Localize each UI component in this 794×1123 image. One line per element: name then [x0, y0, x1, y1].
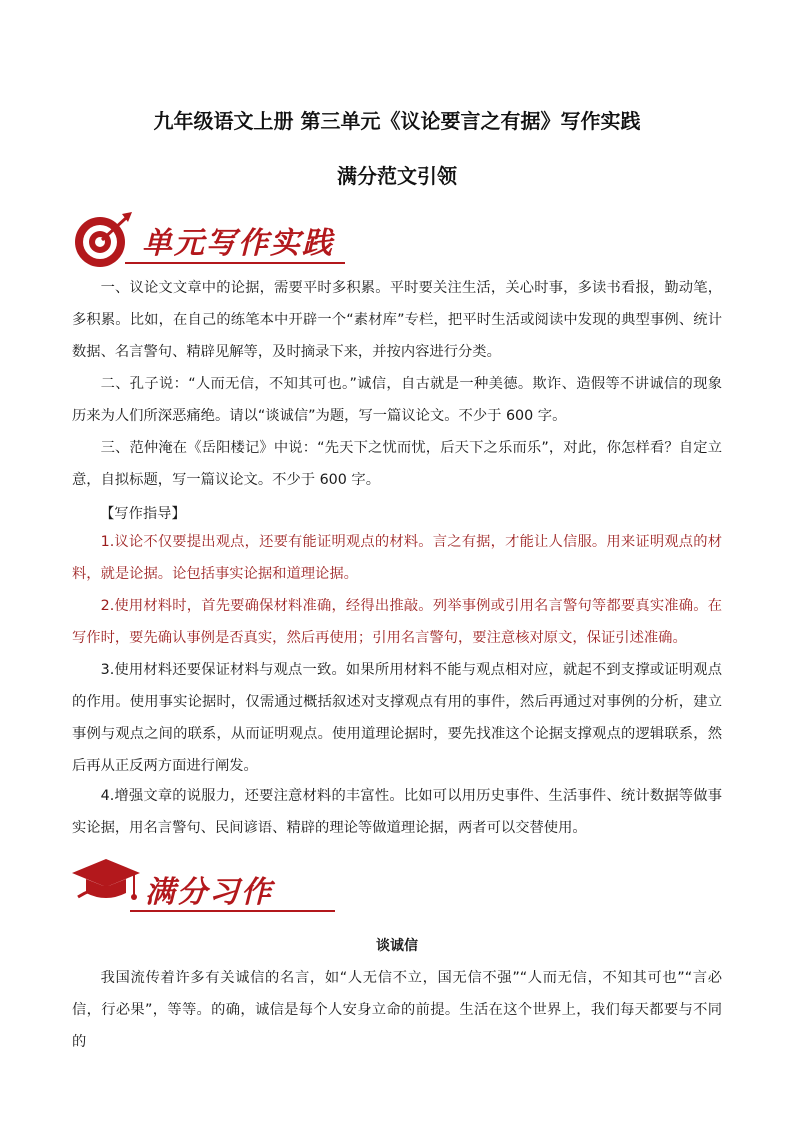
- banner-label: 满分习作: [145, 875, 273, 910]
- unit-writing-banner: [70, 210, 370, 270]
- task-paragraph-3: 三、范仲淹在《岳阳楼记》中说：“先天下之忧而忧，后天下之乐而乐”，对此，你怎样看？自定立意，自拟标题，写一篇议论文。不少于 600 字。: [72, 440, 722, 488]
- essay-body: 我国流传着许多有关诚信的名言，如“人无信不立，国无信不强”“人而无信，不知其可也”“言必信，行必果”，等等。的确，诚信是每个人安身立命的前提。生活在这个世界上，我们每天都要与不同的: [72, 970, 722, 1050]
- essay-title: 谈诚信: [376, 938, 418, 954]
- banner-underline: [125, 262, 345, 264]
- guide-item-1: 1.议论不仅要提出观点，还要有能证明观点的材料。言之有据，才能让人信服。用来证明观点的材料，就是论据。论包括事实论据和道理论据。: [72, 534, 722, 582]
- banner-underline: [130, 910, 335, 912]
- banner-label: 单元写作实践: [142, 226, 334, 261]
- guide-heading: 【写作指导】: [100, 506, 186, 522]
- task-paragraph-1: 一、议论文文章中的论据，需要平时多积累。平时要关注生活，关心时事，多读书看报，勤动笔，多积累。比如，在自己的练笔本中开辟一个“素材库”专栏，把平时生活或阅读中发现的典型事例、统计数据、名言警句、精辟见解等，及时摘录下来，并按内容进行分类。: [72, 280, 722, 360]
- guide-item-3: 3.使用材料还要保证材料与观点一致。如果所用材料不能与观点相对应，就起不到支撑或证明观点的作用。使用事实论据时，仅需通过概括叙述对支撑观点有用的事件，然后再通过对事例的分析，建立事例与观点之间的联系，从而证明观点。使用道理论据时，要先找准这个论据支撑观点的逻辑联系，然后再从正反两方面进行阐发。: [72, 662, 722, 774]
- target-icon: [70, 210, 140, 270]
- page-subtitle: 满分范文引领: [337, 164, 457, 188]
- graduation-cap-icon: [70, 855, 145, 915]
- page-title: 九年级语文上册 第三单元《议论要言之有据》写作实践: [153, 109, 641, 133]
- guide-item-2: 2.使用材料时，首先要确保材料准确，经得出推敲。列举事例或引用名言警句等都要真实准确。在写作时，要先确认事例是否真实，然后再使用；引用名言警句，要注意核对原文，保证引述准确。: [72, 598, 722, 646]
- task-paragraph-2: 二、孔子说：“人而无信，不知其可也。”诚信，自古就是一种美德。欺诈、造假等不讲诚信的现象历来为人们所深恶痛绝。请以“谈诚信”为题，写一篇议论文。不少于 600 字。: [72, 376, 722, 424]
- guide-item-4: 4.增强文章的说服力，还要注意材料的丰富性。比如可以用历史事件、生活事件、统计数据等做事实论据，用名言警句、民间谚语、精辟的理论等做道理论据，两者可以交替使用。: [72, 788, 722, 836]
- full-score-banner: [70, 855, 370, 915]
